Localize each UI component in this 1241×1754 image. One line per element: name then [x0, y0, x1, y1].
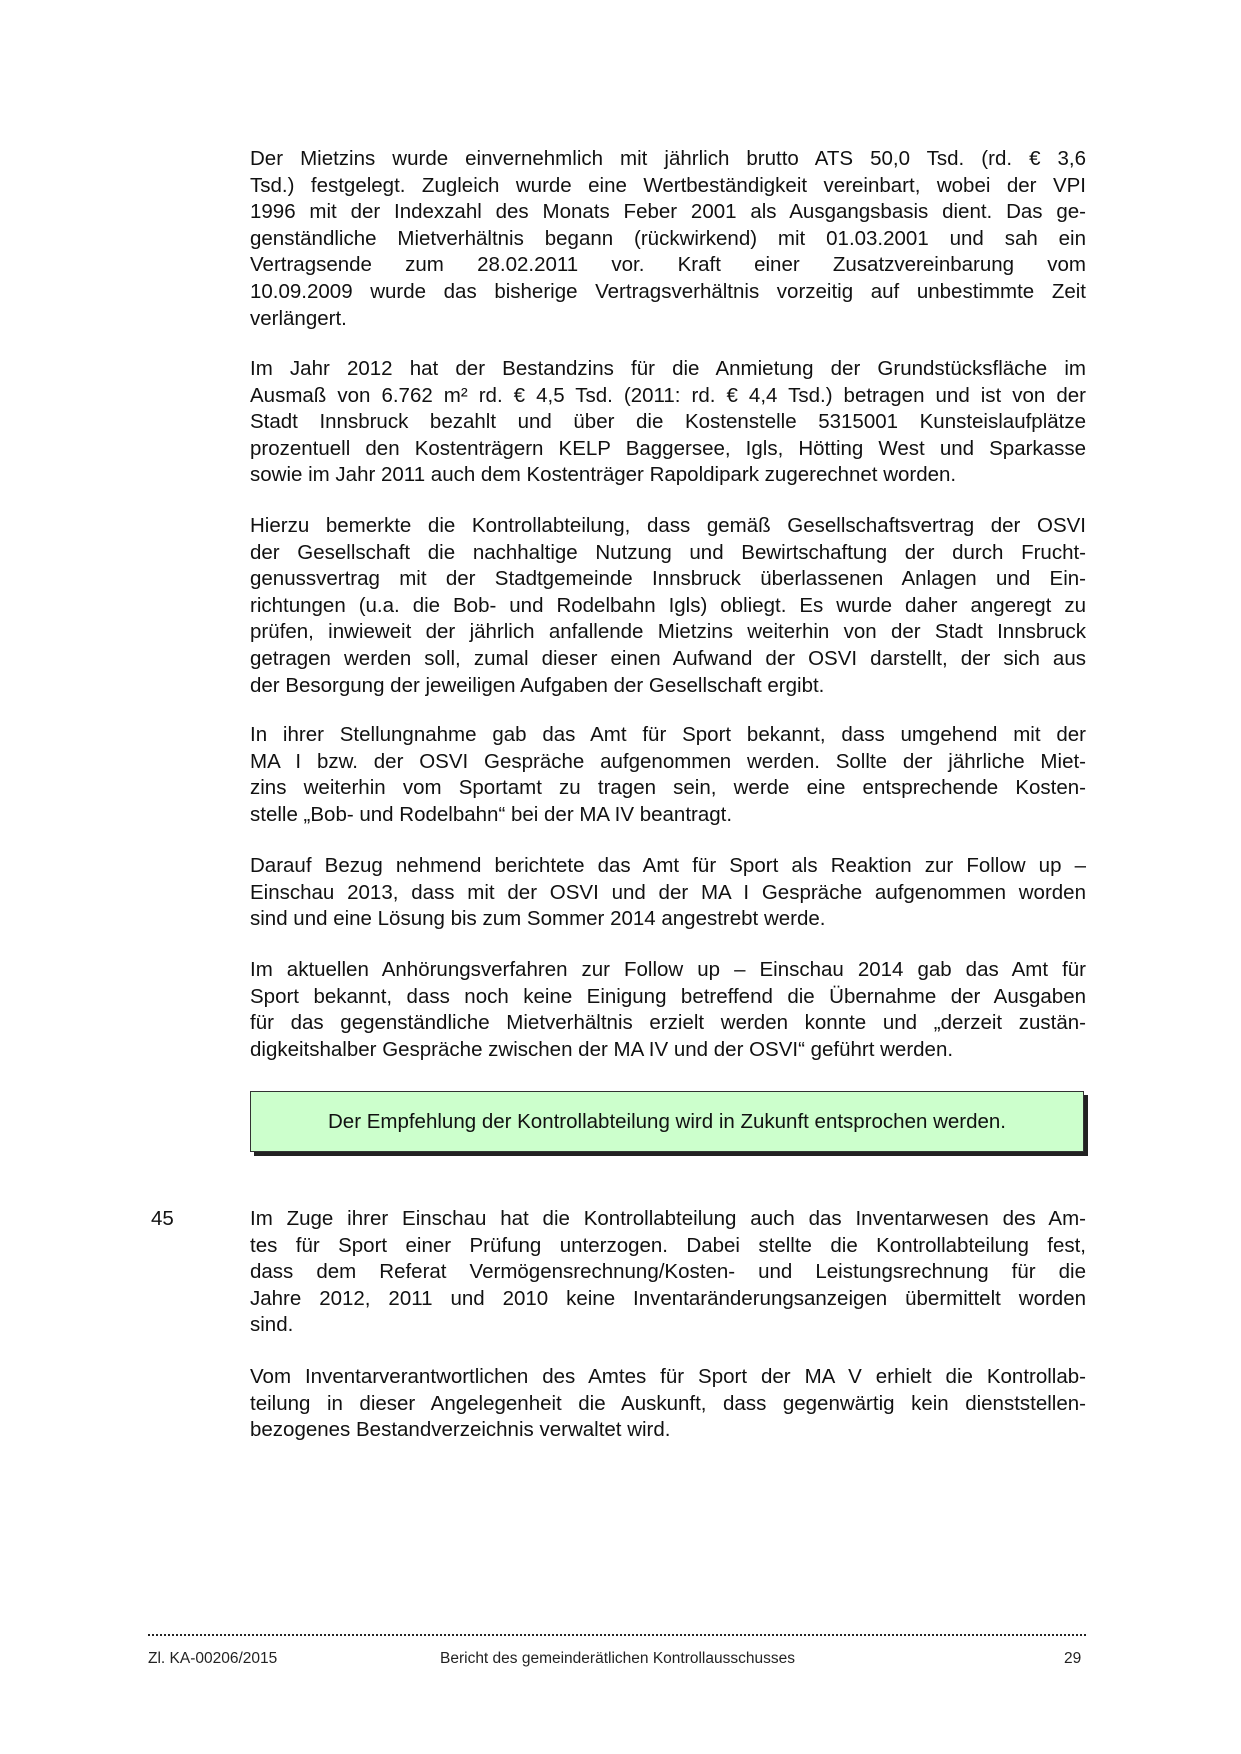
text-line: Vom Inventarverantwortlichen des Amtes für Sport der MA V erhielt die Kontrollab- — [250, 1365, 1086, 1388]
text-line: Im aktuellen Anhörungsverfahren zur Follow up – Einschau 2014 gab das Amt für — [250, 958, 1086, 981]
paragraph-inventory-response — [250, 1364, 1086, 1444]
text-line: der Gesellschaft die nachhaltige Nutzung und Bewirtschaftung der durch Frucht- — [250, 540, 1086, 564]
text-line: MA I bzw. der OSVI Gespräche aufgenommen werden. Sollte der jährliche Miet- — [250, 749, 1086, 773]
text-line: Der Mietzins wurde einvernehmlich mit jährlich brutto ATS 50,0 Tsd. (rd. € 3,6 — [250, 147, 1086, 170]
text-line: dass dem Referat Vermögensrechnung/Kosten- und Leistungsrechnung für die — [250, 1260, 1086, 1284]
text-line: Im Jahr 2012 hat der Bestandzins für die Anmietung der Grundstücksfläche im — [250, 357, 1086, 380]
text-line: In ihrer Stellungnahme gab das Amt für Sport bekannt, dass umgehend mit der — [250, 723, 1086, 746]
text-line: teilung in dieser Angelegenheit die Auskunft, dass gegenwärtig kein dienststellen- — [250, 1391, 1086, 1415]
paragraph-follow-up-2013 — [250, 853, 1086, 933]
text-line: sowie im Jahr 2011 auch dem Kostenträger Rapoldipark zugerechnet worden. — [250, 463, 957, 487]
recommendation-box — [250, 1091, 1084, 1152]
text-line: Vertragsende zum 28.02.2011 vor. Kraft einer Zusatzvereinbarung vom — [250, 253, 1086, 277]
text-line: Hierzu bemerkte die Kontrollabteilung, dass gemäß Gesellschaftsvertrag der OSVI — [250, 514, 1086, 537]
text-line: Tsd.) festgelegt. Zugleich wurde eine Wertbeständigkeit vereinbart, wobei der VPI — [250, 173, 1086, 197]
text-line: Sport bekannt, dass noch keine Einigung betreffend die Übernahme der Ausgaben — [250, 984, 1086, 1008]
paragraph-inventory-audit — [250, 1206, 1086, 1339]
text-line: prüfen, inwieweit der jährlich anfallende Mietzins weiterhin von der Stadt Innsbruck — [250, 620, 1086, 644]
recommendation-text: Der Empfehlung der Kontrollabteilung wird in Zukunft entsprochen werden. — [327, 1109, 1007, 1133]
text-line: richtungen (u.a. die Bob- und Rodelbahn Igls) obliegt. Es wurde daher angeregt zu — [250, 593, 1086, 617]
text-line: verlängert. — [250, 306, 347, 330]
text-line: bezogenes Bestandverzeichnis verwaltet wird. — [250, 1418, 671, 1442]
text-line: sind. — [250, 1313, 294, 1337]
text-line: prozentuell den Kostenträgern KELP Baggersee, Igls, Hötting West und Sparkasse — [250, 436, 1086, 460]
paragraph-rent-2012 — [250, 356, 1086, 489]
text-line: Ausmaß von 6.762 m² rd. € 4,5 Tsd. (2011: rd. € 4,4 Tsd.) betragen und ist von der — [250, 383, 1086, 407]
footer-title: Bericht des gemeinderätlichen Kontrollausschusses — [440, 1650, 795, 1667]
text-line: sind und eine Lösung bis zum Sommer 2014 angestrebt werde. — [250, 907, 826, 931]
paragraph-rent-agreement — [250, 146, 1086, 332]
text-line: Stadt Innsbruck bezahlt und über die Kostenstelle 5315001 Kunsteislaufplätze — [250, 410, 1086, 434]
footer-divider — [148, 1634, 1086, 1639]
paragraph-statement — [250, 722, 1086, 828]
text-line: genussvertrag mit der Stadtgemeinde Innsbruck überlassenen Anlagen und Ein- — [250, 567, 1086, 591]
text-line: genständliche Mietverhältnis begann (rückwirkend) mit 01.03.2001 und sah ein — [250, 226, 1086, 250]
text-line: getragen werden soll, zumal dieser einen Aufwand der OSVI darstellt, der sich aus — [250, 646, 1086, 670]
text-line: zins weiterhin vom Sportamt zu tragen sein, werde eine entsprechende Kosten- — [250, 776, 1086, 800]
text-line: 10.09.2009 wurde das bisherige Vertragsverhältnis vorzeitig auf unbestimmte Zeit — [250, 279, 1086, 303]
text-line: Jahre 2012, 2011 und 2010 keine Inventaränderungsanzeigen übermittelt worden — [250, 1286, 1086, 1310]
text-line: tes für Sport einer Prüfung unterzogen. Dabei stellte die Kontrollabteilung fest, — [250, 1233, 1086, 1257]
text-line: für das gegenständliche Mietverhältnis erzielt werden konnte und „derzeit zustän- — [250, 1011, 1086, 1035]
text-line: 1996 mit der Indexzahl des Monats Feber 2001 als Ausgangsbasis dient. Das ge- — [250, 200, 1086, 224]
paragraph-control-remark — [250, 513, 1086, 699]
text-line: Im Zuge ihrer Einschau hat die Kontrollabteilung auch das Inventarwesen des Am- — [250, 1207, 1086, 1230]
text-line: der Besorgung der jeweiligen Aufgaben der Gesellschaft ergibt. — [250, 673, 825, 697]
footer-reference: Zl. KA-00206/2015 — [148, 1650, 278, 1667]
section-number: 45 — [151, 1207, 174, 1230]
footer-page-number: 29 — [1064, 1650, 1082, 1667]
text-line: stelle „Bob- und Rodelbahn“ bei der MA IV beantragt. — [250, 802, 733, 826]
text-line: Einschau 2013, dass mit der OSVI und der MA I Gespräche aufgenommen worden — [250, 880, 1086, 904]
text-line: Darauf Bezug nehmend berichtete das Amt für Sport als Reaktion zur Follow up – — [250, 854, 1086, 877]
paragraph-follow-up-2014 — [250, 957, 1086, 1063]
text-line: digkeitshalber Gespräche zwischen der MA IV und der OSVI“ geführt werden. — [250, 1037, 954, 1061]
